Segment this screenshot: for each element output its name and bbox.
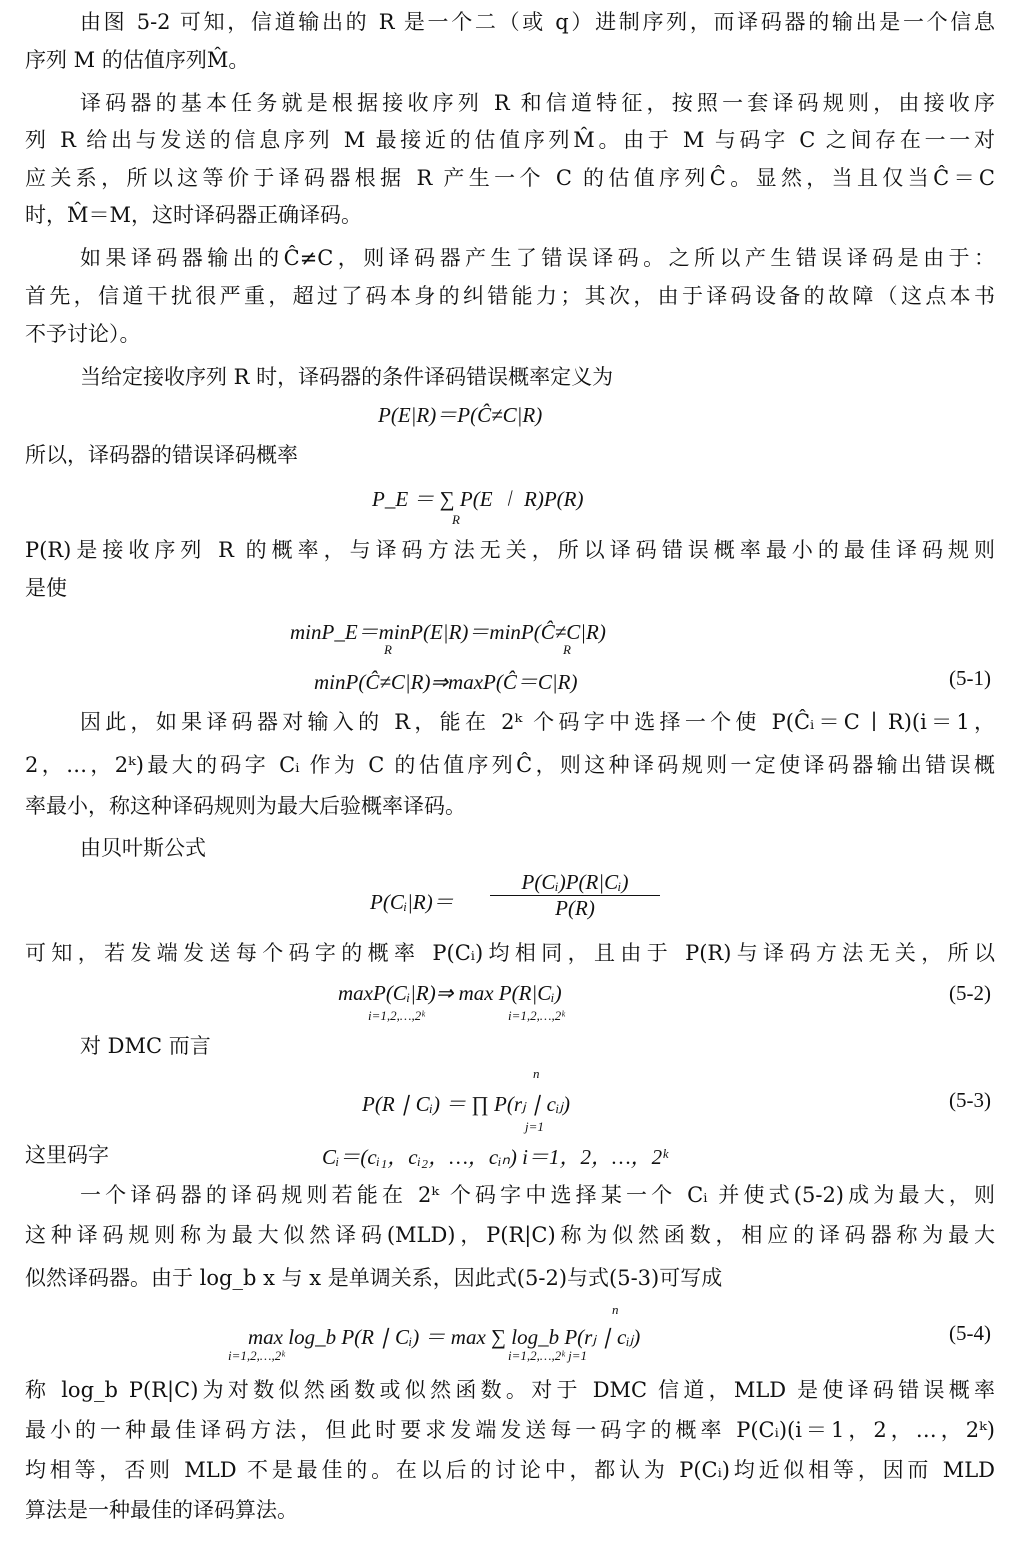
text-line: 由贝叶斯公式 [80, 836, 206, 860]
text-line: 如果译码器输出的Ĉ≠C，则译码器产生了错误译码。之所以产生错误译码是由于： [80, 246, 995, 270]
text-line: 所以，译码器的错误译码概率 [25, 443, 298, 467]
text-line: 译码器的基本任务就是根据接收序列 R 和信道特征，按照一套译码规则，由接收序 [80, 91, 995, 115]
equation-bayes-fraction [490, 870, 660, 921]
text-line: 称 log_b P(R|C)为对数似然函数或似然函数。对于 DMC 信道，MLD 是使译码错误概率 [25, 1378, 995, 1402]
equation-number: (5-3) [949, 1088, 991, 1112]
text-line: 均相等，否则 MLD 不是最佳的。在以后的讨论中，都认为 P(Cᵢ)均近似相等，因而 MLD [25, 1458, 995, 1482]
text-line: 算法是一种最佳的译码算法。 [25, 1498, 298, 1522]
text-line: 率最小，称这种译码规则为最大后验概率译码。 [25, 794, 466, 818]
text-line: 似然译码器。由于 log_b x 与 x 是单调关系，因此式(5-2)与式(5-3)可写成 [25, 1266, 723, 1290]
equation-subscript: R [384, 642, 392, 657]
equation-bayes-lhs: P(Cᵢ|R)＝ [370, 890, 454, 914]
text-line: 2，…，2ᵏ)最大的码字 Cᵢ 作为 C 的估值序列Ĉ，则这种译码规则一定使译码器输出错误概 [25, 753, 995, 777]
equation-subscript: j=1 [525, 1119, 544, 1134]
text-line: 对 DMC 而言 [80, 1034, 211, 1058]
equation-5-3: P(R ∣ Cᵢ) ＝ ∏ P(rⱼ ∣ cᵢⱼ) [362, 1092, 570, 1116]
equation-codeword: Cᵢ＝(cᵢ₁，cᵢ₂，…，cᵢₙ) i＝1，2，…，2ᵏ [322, 1145, 669, 1169]
text-line: 这里码字 [25, 1143, 109, 1167]
text-line: 因此，如果译码器对输入的 R，能在 2ᵏ 个码字中选择一个使 P(Ĉᵢ＝C ∣ R)(i＝1， [80, 710, 995, 734]
text-line: 当给定接收序列 R 时，译码器的条件译码错误概率定义为 [80, 365, 614, 389]
text-line: 列 R 给出与发送的信息序列 M 最接近的估值序列M̂。由于 M 与码字 C 之间存在一一对 [25, 128, 995, 152]
equation-superscript: n [533, 1066, 540, 1081]
equation-min-pe: minP_E＝minP(E|R)＝minP(Ĉ≠C|R) [290, 620, 606, 644]
text-line: 由图 5-2 可知，信道输出的 R 是一个二（或 q）进制序列，而译码器的输出是一个信息 [80, 10, 995, 34]
text-line: 可知，若发端发送每个码字的概率 P(Cᵢ)均相同，且由于 P(R)与译码方法无关，所以 [25, 941, 995, 965]
equation-number: (5-1) [949, 666, 991, 690]
equation-subscript: i=1,2,…,2ᵏ j=1 [508, 1348, 587, 1363]
fraction-denominator: P(R) [555, 896, 595, 920]
text-line: 首先，信道干扰很严重，超过了码本身的纠错能力；其次，由于译码设备的故障（这点本书 [25, 284, 995, 308]
equation-number: (5-4) [949, 1321, 991, 1345]
equation-subscript: i=1,2,…,2ᵏ [228, 1348, 285, 1363]
text-line: 是使 [25, 576, 67, 600]
equation-5-4: max log_b P(R ∣ Cᵢ) ＝ max ∑ log_b P(rⱼ ∣ cᵢⱼ) [248, 1325, 641, 1349]
equation-subscript: i=1,2,…,2ᵏ [368, 1008, 425, 1023]
equation-pe: P_E ＝ ∑ P(E ∣ R)P(R) [372, 487, 584, 511]
text-line: P(R)是接收序列 R 的概率，与译码方法无关，所以译码错误概率最小的最佳译码规则 [25, 538, 995, 562]
fraction-numerator: P(Cᵢ)P(R|Cᵢ) [490, 870, 660, 896]
equation-5-1: minP(Ĉ≠C|R)⇒maxP(Ĉ＝C|R) [314, 670, 578, 694]
text-line: 这种译码规则称为最大似然译码(MLD)，P(R|C)称为似然函数，相应的译码器称为最大 [25, 1223, 995, 1247]
text-line: 不予讨论）。 [25, 322, 141, 346]
equation-number: (5-2) [949, 981, 991, 1005]
text-line: 时，M̂＝M，这时译码器正确译码。 [25, 203, 363, 227]
text-line: 序列 M 的估值序列M̂。 [25, 48, 250, 72]
equation-superscript: n [612, 1302, 619, 1317]
equation-subscript: R [452, 512, 460, 527]
equation-conditional-error: P(E|R)＝P(Ĉ≠C|R) [378, 403, 543, 427]
equation-subscript: i=1,2,…,2ᵏ [508, 1008, 565, 1023]
equation-subscript: R [563, 642, 571, 657]
text-line: 应关系，所以这等价于译码器根据 R 产生一个 C 的估值序列Ĉ。显然，当且仅当Ĉ＝C [25, 166, 995, 190]
text-line: 最小的一种最佳译码方法，但此时要求发端发送每一码字的概率 P(Cᵢ)(i＝1，2，…，2ᵏ) [25, 1418, 995, 1442]
equation-5-2: maxP(Cᵢ|R)⇒ max P(R|Cᵢ) [338, 981, 562, 1005]
text-line: 一个译码器的译码规则若能在 2ᵏ 个码字中选择某一个 Cᵢ 并使式(5-2)成为最大，则 [80, 1183, 995, 1207]
